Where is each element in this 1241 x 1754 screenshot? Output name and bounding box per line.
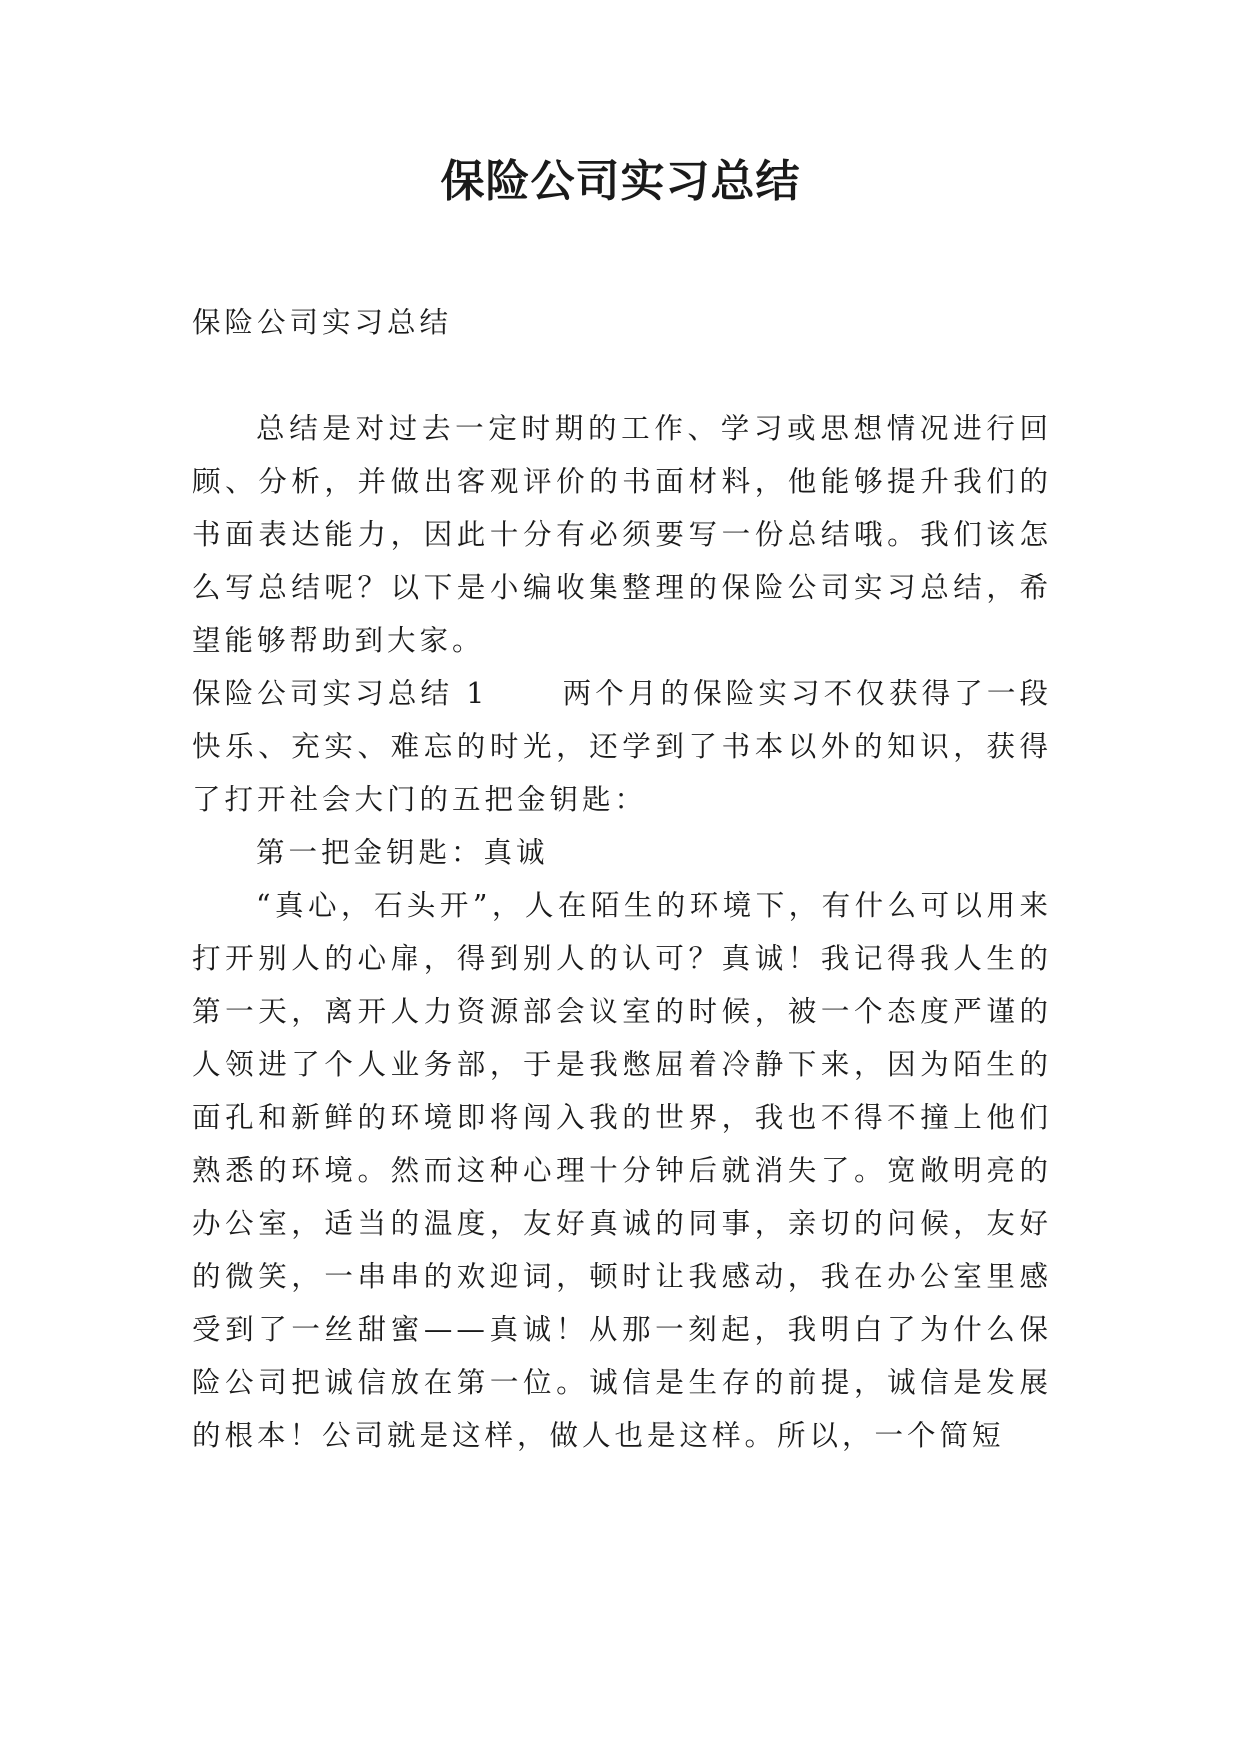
- document-body: [192, 296, 1052, 1462]
- intro-paragraph: 总结是对过去一定时期的工作、学习或思想情况进行回顾、分析，并做出客观评价的书面材料，他能够提升我们的书面表达能力，因此十分有必须要写一份总结哦。我们该怎么写总结呢？以下是小编收集整理的保险公司实习总结，希望能够帮助到大家。: [192, 412, 1052, 657]
- key-1-paragraph: “真心，石头开”，人在陌生的环境下，有什么可以用来打开别人的心扉，得到别人的认可？真诚！我记得我人生的第一天，离开人力资源部会议室的时候，被一个态度严谨的人领进了个人业务部，于是我憋屈着冷静下来，因为陌生的面孔和新鲜的环境即将闯入我的世界，我也不得不撞上他们熟悉的环境。然而这种心理十分钟后就消失了。宽敞明亮的办公室，适当的温度，友好真诚的同事，亲切的问候，友好的微笑，一串串的欢迎词，顿时让我感动，我在办公室里感受到了一丝甜蜜——真诚！从那一刻起，我明白了为什么保险公司把诚信放在第一位。诚信是生存的前提，诚信是发展的根本！公司就是这样，做人也是这样。所以，一个简短: [192, 889, 1052, 1452]
- section-1-paragraph: [192, 667, 1052, 826]
- key-1-heading: 第一把金钥匙：真诚: [256, 836, 549, 869]
- section-1-text: 两个月的保险实习不仅获得了一段快乐、充实、难忘的时光，还学到了书本以外的知识，获得了打开社会大门的五把金钥匙：: [192, 677, 1052, 816]
- section-1-heading: 保险公司实习总结 1: [192, 677, 489, 710]
- document-title: 保险公司实习总结: [440, 156, 801, 207]
- document-subtitle: 保险公司实习总结: [192, 306, 453, 339]
